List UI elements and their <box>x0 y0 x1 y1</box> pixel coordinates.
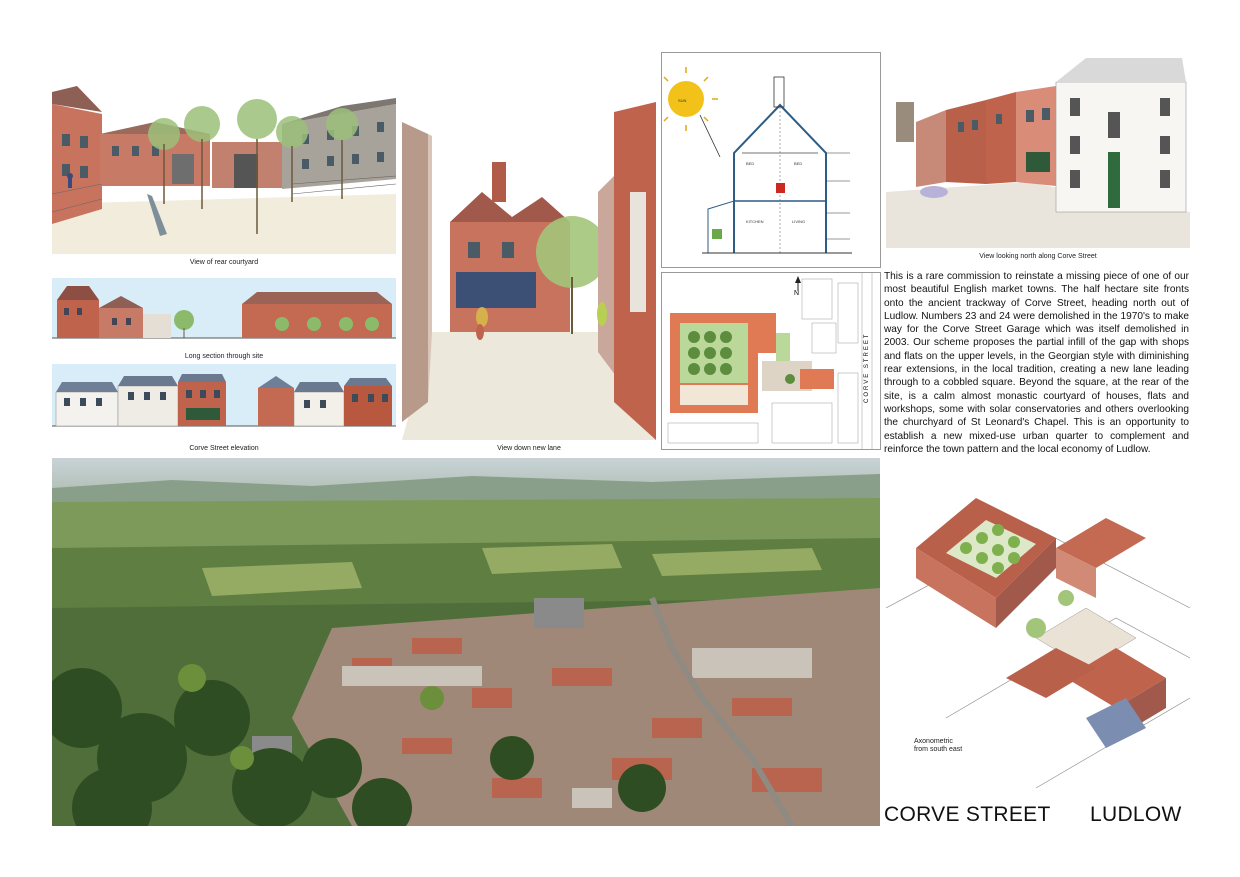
long-section-caption: Long section through site <box>184 353 264 360</box>
bed-label: BED <box>746 161 755 166</box>
north-label: N <box>794 290 800 297</box>
solar-section-diagram <box>661 52 881 268</box>
site-plan-diagram <box>661 272 881 450</box>
elevation-caption: Corve Street elevation <box>189 445 259 452</box>
new-lane-sketch <box>402 102 656 440</box>
axonometric-sketch <box>886 458 1190 788</box>
kitchen-label: KITCHEN <box>746 219 764 224</box>
living-label: LIVING <box>792 219 806 224</box>
axonometric-caption: Axonometric from south east <box>914 738 963 753</box>
rear-courtyard-sketch <box>52 84 396 254</box>
sun-icon <box>662 67 718 131</box>
rear-courtyard-caption: View of rear courtyard <box>189 259 259 266</box>
long-section-drawing <box>52 278 396 344</box>
street-elevation-drawing <box>52 364 396 432</box>
corve-street-north-sketch <box>886 52 1190 248</box>
aerial-photo <box>52 458 880 826</box>
bed-label-2: BED <box>794 161 803 166</box>
plan-street-label: CORVE STREET <box>864 332 870 403</box>
page-title-street: CORVE STREET <box>884 803 1051 826</box>
project-description: This is a rare commission to reinstate a missing piece of one of our most beautiful English market towns. The half hectare site fronts onto the ancient trackway of Corve Street, heading north out of Ludlow. Numbers 23 and 24 were demolished in the 1970's to make way for the Corve Street Garage which was itself demolished in 2003. Our scheme proposes the partial infill of the gap with shops and flats on the upper levels, in the Georgian style with diminishing rear extensions, in the local tradition, creating a new lane leading through to a cobbled square. Beyond the square, at the rear of the site, is a calm almost monastic courtyard of houses, flats and workshops, some with solar conservatories and others overlooking the churchyard of St Leonard's Chapel. This is an opportunity to establish a new mixed-use urban quarter to complement and reinforce the town pattern and the local economy of Ludlow. <box>884 271 1189 455</box>
page-title-town: LUDLOW <box>1090 803 1182 826</box>
north-view-caption: View looking north along Corve Street <box>979 253 1097 260</box>
sun-label: SUN <box>678 98 687 103</box>
new-lane-caption: View down new lane <box>497 445 561 452</box>
